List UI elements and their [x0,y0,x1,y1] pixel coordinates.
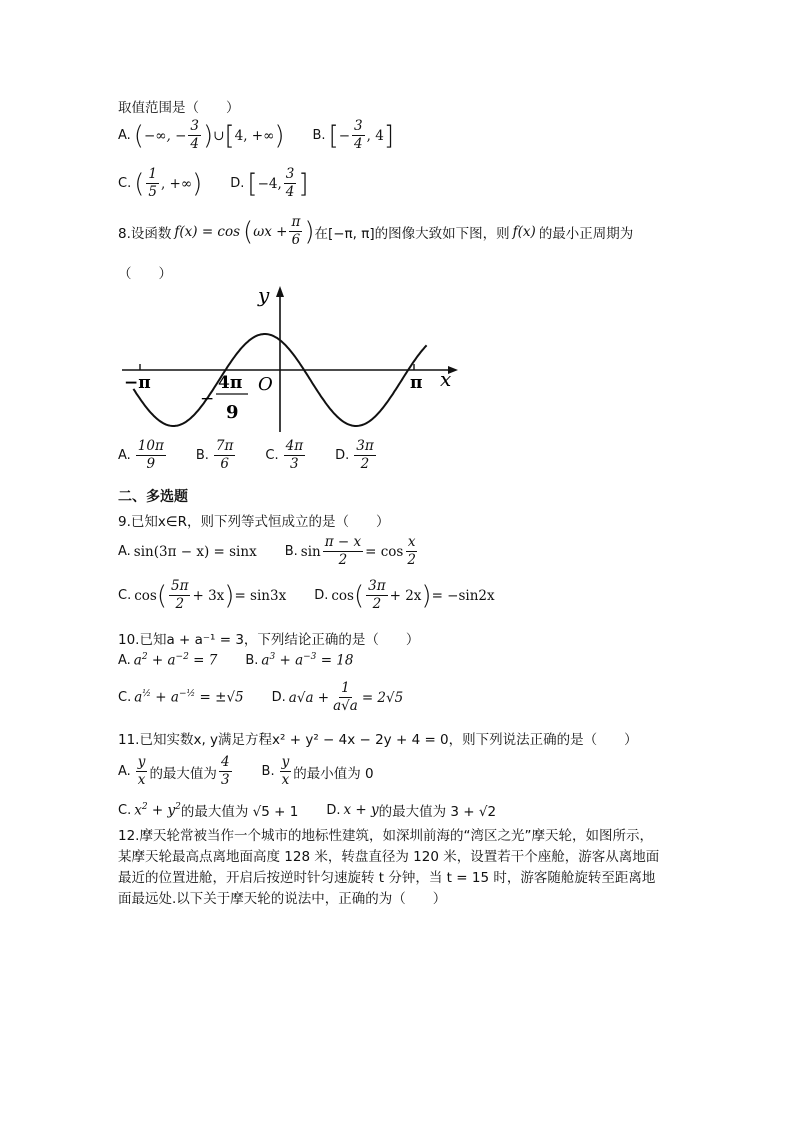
q12-line-4: 面最远处.以下关于摩天轮的说法中，正确的为（ ） [118,891,447,907]
q8-stem: 8.设函数 f(x) = cos ( ωx + $\frac{\pi}{6}$ ) 在[−π, π]的图像大致如下图，则 f(x) 的最小正周期为 [118,214,634,248]
q7-options-ab [118,118,422,153]
q8-cosine-graph [118,282,468,432]
q8-option-d[interactable]: D. $\frac{3\pi}{2}$ [335,438,374,472]
q8-stem-end: （ ） [118,266,172,282]
q10-option-d[interactable]: D. a√a + $\frac{1}{a√a}$ = 2√5 [271,680,404,714]
q10-options-ab [118,652,381,669]
q11-option-a[interactable]: A. $\frac{y}{x}$ 的最大值为 $\frac{4}{3}$ [118,754,230,788]
q8-option-b[interactable]: B. $\frac{7\pi}{6}$ [195,438,234,472]
y-axis-label: y [258,283,270,307]
section-heading: 二、多选题 [118,489,188,505]
q7-option-a[interactable]: A. ( −∞, − $\frac{3}{4}$ ) ∪ [ 4, +∞ ) [118,118,285,152]
q11-option-d[interactable]: D. x + y 的最大值为 3 + √2 [326,802,497,820]
q7-options-cd [118,166,337,201]
q7-option-b[interactable]: B. [ − $\frac{3}{4}$ , 4 ] [312,118,394,152]
y-axis-arrow [276,286,284,297]
q12-line-3: 最近的位置进舱，开启后按逆时针匀速旋转 t 分钟，当 t = 15 时，游客随舱旋转至距离地 [118,870,656,886]
q9-option-b[interactable]: B. sin $\frac{\pi - x}{2}$ = cos $\frac{x}{2}$ [284,534,416,568]
mark-sign: − [200,389,215,409]
q9-option-d[interactable]: D. cos ( $\frac{3\pi}{2}$ + 2x ) = −sin2x [314,578,495,612]
q11-options-ab [118,754,402,789]
q7-option-c[interactable]: C. ( $\frac{1}{5}$ , +∞ ) [118,166,203,200]
mark-numerator: 4π [218,373,243,393]
neg-pi-label: −π [124,373,151,393]
q10-options-cd [118,680,431,715]
q11-option-b[interactable]: B. $\frac{y}{x}$ 的最小值为 0 [261,754,374,788]
q8-option-a[interactable]: A. $\frac{10\pi}{9}$ [118,438,164,472]
q12-line-1: 12.摩天轮常被当作一个城市的地标性建筑，如深圳前海的“湾区之光”摩天轮，如图所示， [118,828,653,844]
q10-option-a[interactable]: A. $a^2 + a^{-2} = 7$ [118,652,218,669]
mark-denominator: 9 [226,402,239,423]
q10-stem: 10.已知a + a⁻¹ = 3，下列结论正确的是（ ） [118,632,420,648]
q9-options-ab [118,534,448,569]
q12-line-2: 某摩天轮最高点离地面高度 128 米，转盘直径为 120 米，设置若干个座舱，游客从离地面 [118,849,660,865]
q12-paragraph [118,826,678,910]
q10-option-b[interactable]: B. $a^3 + a^{-3} = 18$ [245,652,354,669]
x-axis-label: x [440,367,452,391]
q11-stem: 11.已知实数x, y满足方程x² + y² − 4x − 2y + 4 = 0，则下列说法正确的是（ ） [118,732,638,748]
q11-options-cd [118,800,524,820]
q7-tail: 取值范围是（ ） [118,100,240,116]
pi-label: π [410,373,423,393]
origin-label: O [258,374,273,395]
q7-option-d[interactable]: D. [ −4, $\frac{3}{4}$ ] [230,166,309,200]
q9-option-c[interactable]: C. cos ( $\frac{5\pi}{2}$ + 3x ) = sin3x [118,578,287,612]
q8-options [118,438,406,473]
q9-stem: 9.已知x∈R，则下列等式恒成立的是（ ） [118,514,390,530]
q11-option-c[interactable]: C. $x^2 + y^2$ 的最大值为 √5 + 1 [118,801,299,820]
q9-option-a[interactable]: A. sin(3π − x) = sinx [118,543,257,560]
q8-option-c[interactable]: C. $\frac{4\pi}{3}$ [265,438,304,472]
q10-option-c[interactable]: C. $a^{\frac{1}{2}} + a^{-\frac{1}{2}} = \pm√5$ [118,689,244,706]
q9-options-cd [118,578,523,613]
